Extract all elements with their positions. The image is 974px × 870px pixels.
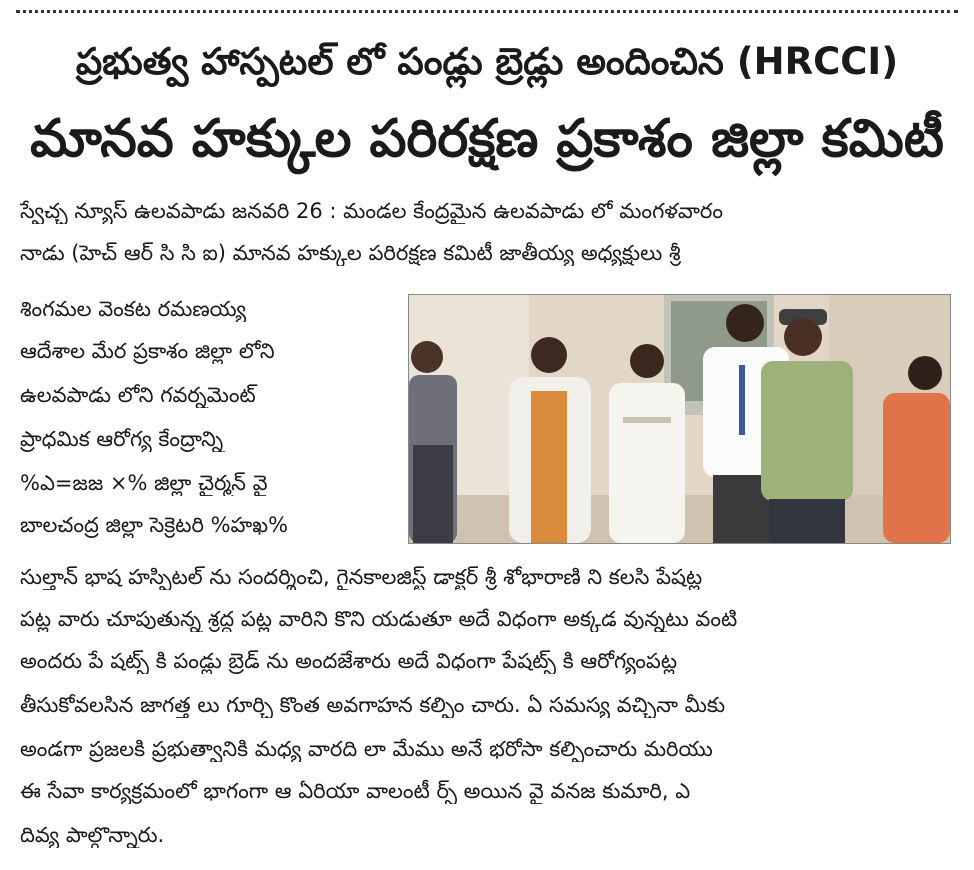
article-line: బాలచంద్ర జిల్లా సెక్రెటరి %హఖ% [20, 513, 289, 537]
article-line: దివ్య పాల్గొన్నారు. [20, 823, 165, 847]
article-line: పట్ల వారు చూపుతున్న శ్రద్ధ పట్ల వారిని కొని యడుతూ అదే విధంగా అక్కడ వున్నటు వంటి [20, 607, 738, 631]
article-line: ప్రాధమిక ఆరోగ్య కేంద్రాన్ని [20, 427, 224, 451]
article-line: అండగా ప్రజలకి ప్రభుత్వానికి మధ్య వారది లా మేము అనే భరోసా కల్పించారు మరియు [20, 737, 713, 761]
top-dotted-rule [16, 10, 958, 13]
group-photo-image [409, 295, 950, 543]
article-line: సుల్తాన్ భాష హస్పిటల్ ను సందర్శించి, గైనకాలజిస్ట్ డాక్టర్ శ్రీ శోభారాణి ని కలసి పేషట్ల [20, 565, 703, 589]
article-line: %ఎ=జజ ×% జిల్లా చైర్మన్ వై [20, 471, 268, 495]
article-line: స్వేచ్ఛ న్యూస్ ఉలవపాడు జనవరి 26 : మండల కేంద్రమైన ఉలవపాడు లో మంగళవారం [20, 199, 723, 223]
headline-secondary: మానవ హక్కుల పరిరక్షణ ప్రకాశం జిల్లా కమిటీ [30, 109, 944, 169]
article-line: శింగమల వెంకట రమణయ్య [20, 297, 247, 321]
article-line: అందరు పే షట్స్ కి పండ్లు బ్రెడ్ ను అందజేశారు అదే విధంగా పేషట్స్ కి ఆరోగ్యంపట్ల [20, 649, 678, 673]
headline-primary: ప్రభుత్వ హాస్పటల్ లో పండ్లు బ్రెడ్లు అందించిన (HRCCI) [75, 40, 899, 83]
article-line: నాడు (హెచ్ ఆర్ సి సి ఐ) మానవ హక్కుల పరిరక్షణ కమిటీ జాతీయ్య అధ్యక్షులు శ్రీ [20, 241, 681, 265]
article-line: ఉలవపాడు లోని గవర్నమెంట్ [20, 383, 256, 407]
group-photo [408, 294, 951, 544]
article-line: తీసుకోవలసిన జాగత్త లు గూర్చి కొంత అవగాహన కల్పిం చారు. ఏ సమస్య వచ్చినా మీకు [20, 693, 726, 717]
article-line: ఈ సేవా కార్యక్రమంలో భాగంగా ఆ ఏరియా వాలంటీ ర్స్ అయిన వై వనజ కుమారి, ఎ [20, 779, 691, 803]
article-line: ఆదేశాల మేర ప్రకాశం జిల్లా లోని [20, 339, 275, 363]
